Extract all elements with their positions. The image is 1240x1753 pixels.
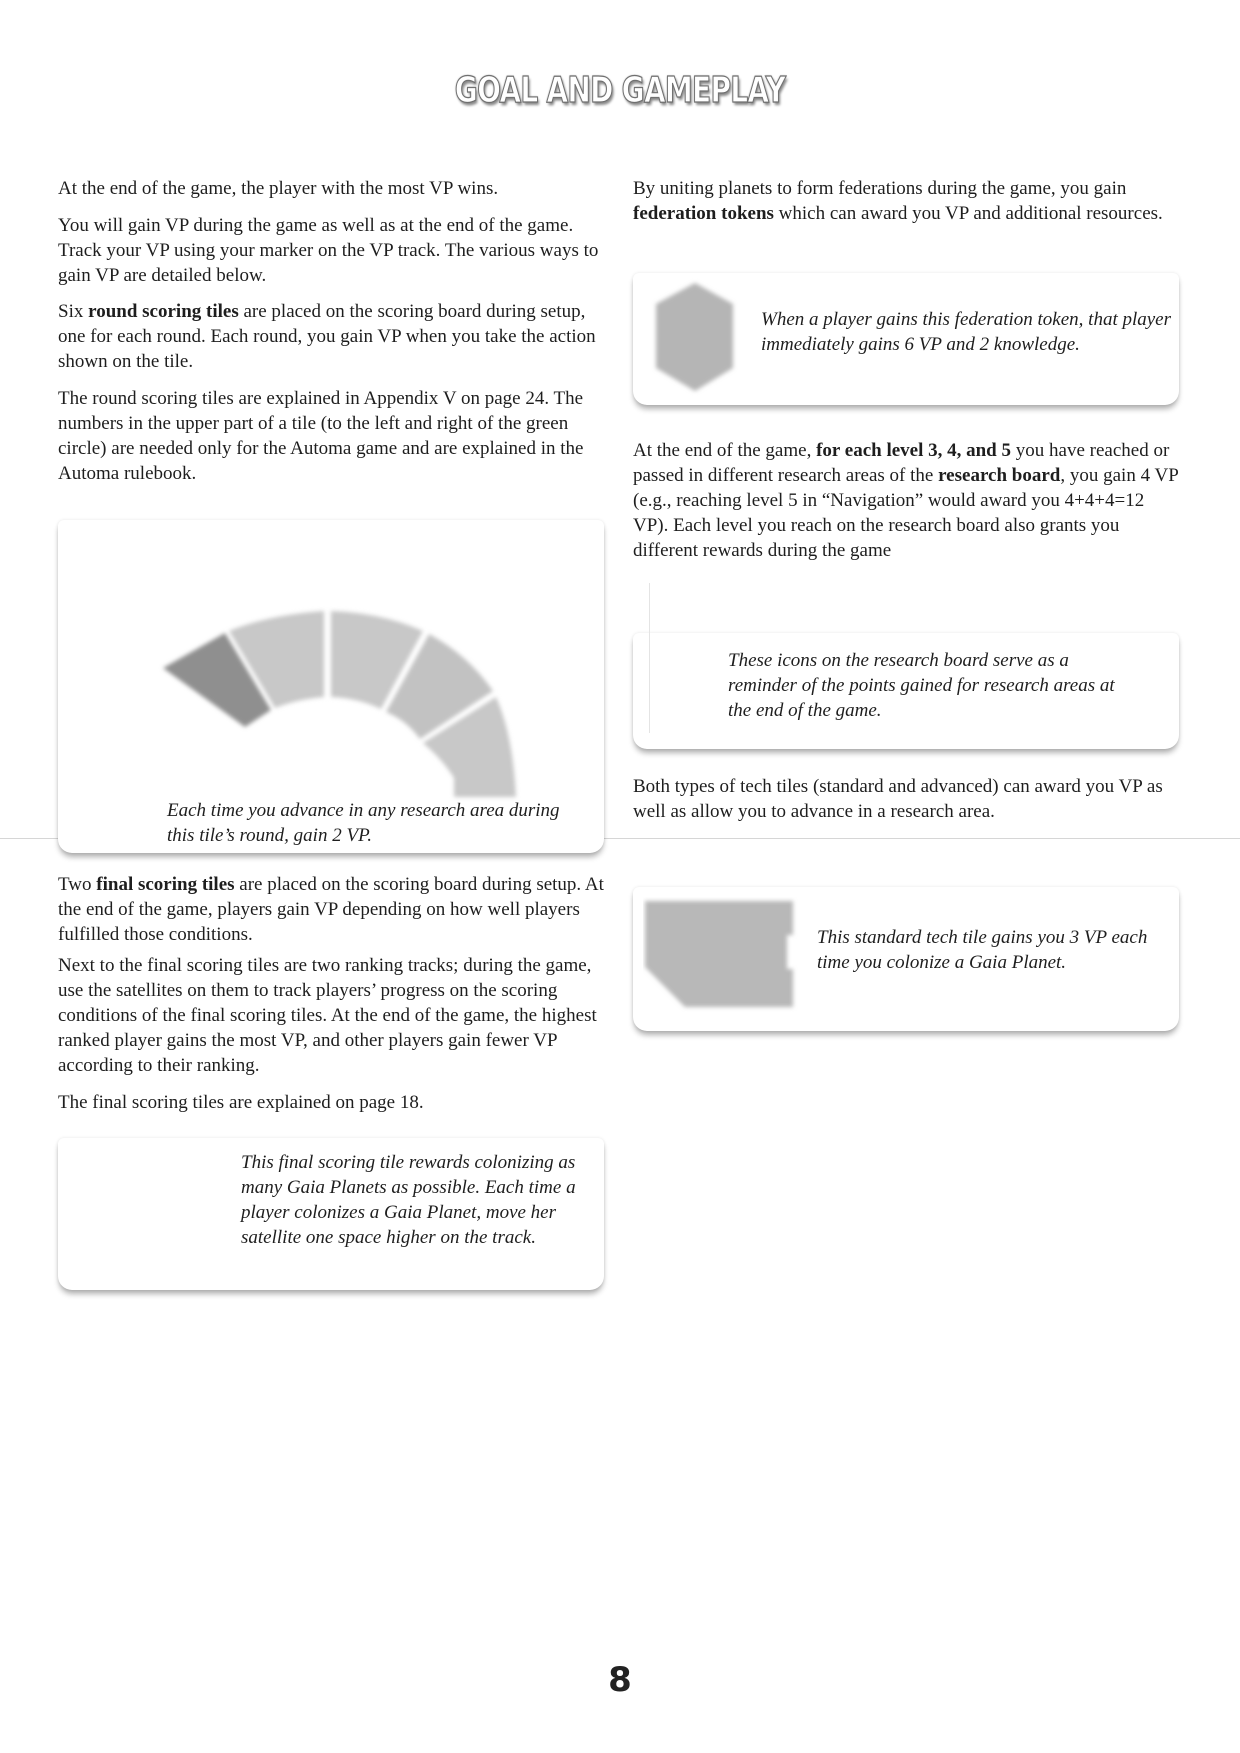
left-paragraph-3	[58, 299, 604, 374]
federation-token-figure	[633, 273, 1179, 405]
right-paragraph-3: Both types of tech tiles (standard and advanced) can award you VP as well as allow you to advance in a research area.	[633, 776, 1163, 822]
text-span: which can award you VP and additional resources.	[773, 203, 1163, 224]
term-round-scoring-tiles: round scoring tiles	[88, 301, 239, 322]
page-title: GOAL AND GAMEPLAY	[454, 70, 786, 111]
text-span: At the end of the game,	[633, 440, 817, 461]
term-each-level: for each level 3, 4, and 5	[816, 440, 1012, 461]
research-icons-caption: These icons on the research board serve as a reminder of the points gained for research areas at the end of the game.	[728, 650, 1115, 721]
round-scoring-tile-figure	[58, 520, 604, 853]
term-federation-tokens: federation tokens	[633, 203, 774, 224]
text-span: are placed on the scoring board during setup. At the end of the game, players gain VP depending on how well players fulfilled those conditions.	[58, 874, 604, 945]
left-paragraph-5	[58, 872, 604, 947]
term-research-board: research board	[938, 465, 1061, 486]
tech-tile-figure	[633, 887, 1179, 1031]
right-paragraph-2	[633, 438, 1183, 563]
tech-tile-caption: This standard tech tile gains you 3 VP each time you colonize a Gaia Planet.	[817, 927, 1148, 973]
round-tile-caption: Each time you advance in any research area during this tile’s round, gain 2 VP.	[167, 800, 560, 846]
term-final-scoring-tiles: final scoring tiles	[96, 874, 235, 895]
federation-token-caption: When a player gains this federation token, that player immediately gains 6 VP and 2 knowledge.	[761, 309, 1172, 355]
text-span: are placed on the scoring board during setup, one for each round. Each round, you gain VP when you take the action shown on the tile.	[58, 301, 596, 372]
left-paragraph-1: At the end of the game, the player with the most VP wins.	[58, 178, 499, 199]
text-span: , you gain 4 VP (e.g., reaching level 5 in “Navigation” would award you 4+4+4=12 VP). Each level you reach on the research board also grants you different rewards during the game	[633, 465, 1179, 561]
research-icon-edge	[649, 583, 650, 733]
text-span: Six	[58, 301, 89, 322]
left-paragraph-7: The final scoring tiles are explained on page 18.	[58, 1092, 424, 1113]
final-tile-caption: This final scoring tile rewards colonizing as many Gaia Planets as possible. Each time a player colonizes a Gaia Planet, move her satellite one space higher on the track.	[241, 1152, 576, 1248]
federation-token-icon	[643, 273, 763, 405]
left-paragraph-4: The round scoring tiles are explained in Appendix V on page 24. The numbers in the upper part of a tile (to the left and right of the green circle) are needed only for the Automa game and are explained in the Automa rulebook.	[58, 388, 584, 484]
right-paragraph-1	[633, 176, 1183, 226]
left-paragraph-6: Next to the final scoring tiles are two ranking tracks; during the game, use the satellites on them to track players’ progress on the scoring conditions of the final scoring tiles. At the end of the game, the highest ranked player gains the most VP, and other players gain fewer VP according to their ranking.	[58, 955, 597, 1076]
standard-tech-tile-icon	[643, 897, 803, 1027]
text-span: By uniting planets to form federations during the game, you gain	[633, 178, 1127, 199]
research-icons-figure	[633, 633, 1179, 749]
page-number: 8	[608, 1660, 632, 1700]
text-span: you have reached or passed in different research areas of the	[633, 440, 1170, 486]
left-paragraph-2: You will gain VP during the game as well as at the end of the game. Track your VP using your marker on the VP track. The various ways to gain VP are detailed below.	[58, 215, 599, 286]
text-span: Two	[58, 874, 97, 895]
final-scoring-tile-figure	[58, 1138, 604, 1290]
